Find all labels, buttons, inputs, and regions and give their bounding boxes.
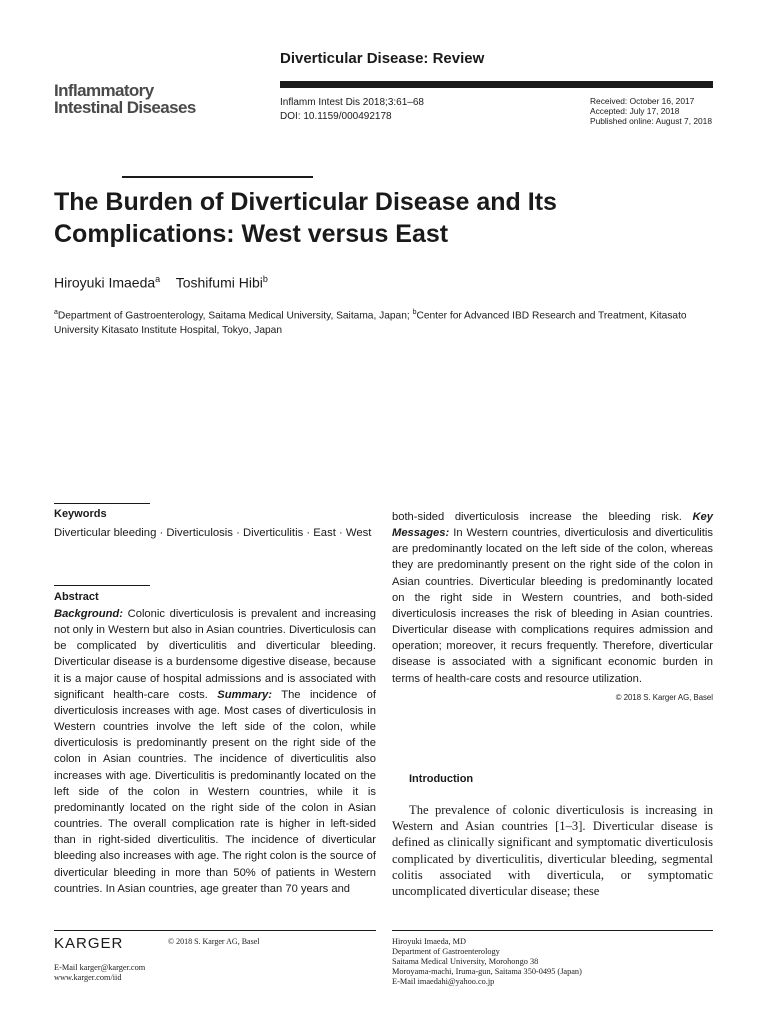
author-affil-mark: b: [262, 274, 268, 284]
footer-copyright: © 2018 S. Karger AG, Basel: [168, 937, 260, 946]
published-date: Published online: August 7, 2018: [590, 116, 712, 126]
corresp-address: Moroyama-machi, Iruma-gun, Saitama 350-0495 (Japan): [392, 967, 582, 976]
author-name: Hiroyuki Imaeda: [54, 274, 156, 291]
publisher-email[interactable]: E-Mail karger@karger.com: [54, 963, 146, 972]
keywords-text: Diverticular bleeding · Diverticulosis · Diverticulitis · East · West: [54, 527, 372, 539]
affiliation-a: Department of Gastroenterology, Saitama Medical University, Saitama, Japan;: [57, 310, 413, 322]
header-rule: [280, 81, 713, 88]
summary-text: both-sided diverticulosis increase the bleeding risk.: [392, 511, 693, 523]
abstract-column-left: [54, 606, 376, 897]
introduction-text: The prevalence of colonic diverticulosis is increasing in Western and Asian countries [1–3]. Diverticular disease is defined as clinically significant and symptomatic diverticulosis complicated by diverticulitis, diverticular bleeding, segmental colitis associated with diverticula, or symptomatic uncomplicated diverticular disease; these: [392, 803, 713, 899]
article-dates: [590, 96, 712, 126]
affiliation-b: Center for Advanced IBD Research and Treatment, Kitasato University Kitasato Institute Hospital, Tokyo, Japan: [54, 310, 687, 337]
corresp-dept: Department of Gastroenterology: [392, 947, 500, 956]
accepted-date: Accepted: July 17, 2018: [590, 106, 680, 116]
author-name: Toshifumi Hibi: [175, 274, 263, 291]
publisher-logo: KARGER: [54, 935, 124, 952]
abstract-heading: Abstract: [54, 591, 99, 603]
correspondence-block: [392, 937, 582, 987]
affil-mark: a: [54, 309, 58, 316]
corresp-univ: Saitama Medical University, Morohongo 38: [392, 957, 539, 966]
journal-logo-line1: Inflammatory: [54, 81, 154, 100]
corresp-name: Hiroyuki Imaeda, MD: [392, 937, 466, 946]
footer-rule-left: [54, 930, 376, 931]
affiliations: [54, 305, 704, 338]
citation-block: [280, 96, 424, 124]
keywords-heading: Keywords: [54, 508, 107, 520]
publisher-contact: [54, 963, 145, 983]
publisher-website[interactable]: www.karger.com/iid: [54, 973, 122, 982]
summary-text: The incidence of diverticulosis increases with age. Most cases of diverticulosis in Western countries involve the left side of the colon, while diverticulosis is predominantly present on the right side of the colon in Asian countries. The incidence of diverticulitis also increases with age. Diverticulitis is predominantly located on the left side of the colon in Western countries, while it is predominantly located on the right side of the colon in Asian countries. The overall complication rate is higher in left-sided than in right-sided diverticulitis. The incidence of diverticular bleeding also increases with age. The right colon is the source of diverticular bleeding in more than 50% of patients in Western countries. In Asian countries, age greater than 70 years and: [54, 688, 377, 895]
corresp-email[interactable]: E-Mail imaedahi@yahoo.co.jp: [392, 977, 495, 986]
citation: Inflamm Intest Dis 2018;3:61–68: [280, 97, 424, 108]
key-messages-text: In Western countries, diverticulosis and diverticulitis are predominantly located on the left side of the colon, whereas they are predominantly present on the right side of the colon in Asian countries. Diverticular bleeding is predominantly located on the right side in Western countries, and both-sided diverticulosis increases the risk of bleeding in Asian countries. Diverticular disease with complications requires admission and operation; moreover, it recurs frequently. Therefore, diverticular disease is associated with a significant economic burden in terms of health-care costs and resource utilization.: [392, 527, 713, 685]
author-list: [54, 274, 268, 291]
abstract-rule: [54, 585, 150, 586]
abstract-column-right: [392, 509, 713, 706]
affil-mark: b: [412, 309, 417, 316]
keywords-rule: [54, 503, 150, 504]
received-date: Received: October 16, 2017: [590, 96, 695, 106]
background-text: Colonic diverticulosis is prevalent and increasing not only in Western but also in Asian countries. Diverticulosis can be complicated by diverticulitis and diverticular bleeding. Diverticular disease is a burdensome digestive disease, because it is a major cause of hospital admissions and is associated with significant health-care costs.: [54, 608, 376, 701]
journal-logo-line2: Intestinal Diseases: [54, 98, 196, 117]
introduction-heading: Introduction: [409, 773, 474, 785]
title-rule: [122, 176, 313, 178]
footer-rule-right: [392, 930, 713, 931]
doi-link[interactable]: DOI: 10.1159/000492178: [280, 111, 392, 122]
background-label: Background:: [54, 608, 123, 620]
author-affil-mark: a: [155, 274, 161, 284]
journal-logo: [54, 82, 196, 116]
key-messages-label: Key Messages:: [392, 511, 713, 540]
section-title: Diverticular Disease: Review: [280, 50, 485, 67]
summary-label: Summary:: [217, 688, 272, 701]
article-title: The Burden of Diverticular Disease and Its Complications: West versus East: [54, 188, 557, 248]
abstract-copyright: © 2018 S. Karger AG, Basel: [615, 692, 713, 702]
